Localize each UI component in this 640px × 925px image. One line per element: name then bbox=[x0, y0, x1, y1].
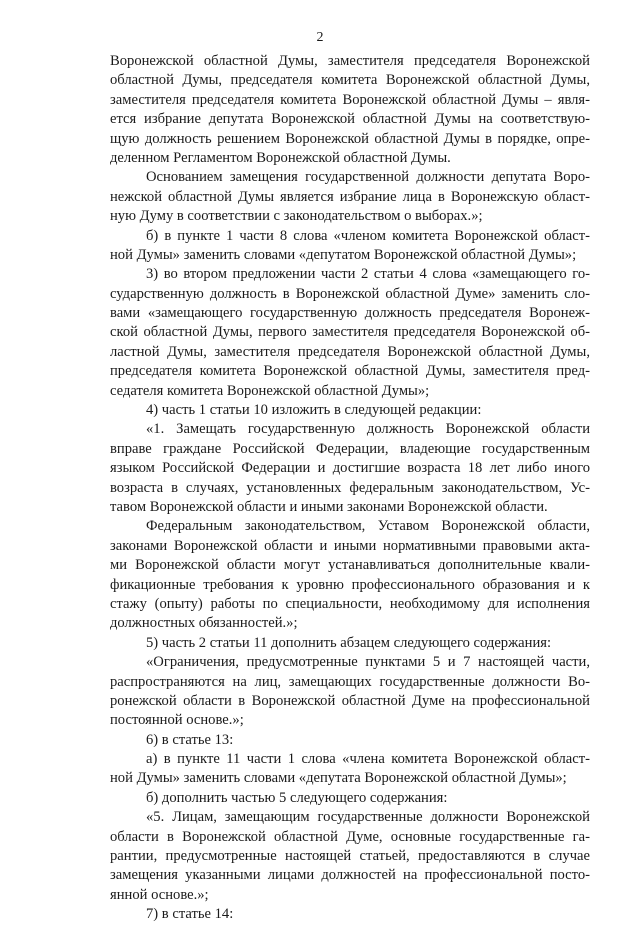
text-line: ластной Думы, заместителя председателя Воронежской областной Думы, bbox=[110, 343, 590, 360]
paragraph bbox=[110, 789, 590, 808]
text-line: седателя комитета Воронежской областной Думы»; bbox=[110, 382, 430, 399]
page-number: 2 bbox=[316, 30, 324, 45]
text-line: распространяются на лиц, замещающих государственные должности Во- bbox=[110, 673, 590, 690]
paragraph bbox=[110, 401, 590, 420]
text-line: области в Воронежской областной Думе, основные государственные га- bbox=[110, 828, 590, 845]
paragraph bbox=[110, 420, 590, 517]
text-line: должностных обязанностей.»; bbox=[110, 615, 298, 632]
text-line: языком Российской Федерации и достигшие возраста 18 лет либо иного bbox=[110, 460, 590, 477]
text-line: ной Думы» заменить словами «депутата Воронежской областной Думы»; bbox=[110, 770, 567, 787]
text-line: тавом Воронежской области и иными законами Воронежской области. bbox=[110, 498, 548, 515]
text-line: ской областной Думы, первого заместителя председателя Воронежской об- bbox=[110, 324, 590, 341]
text-line: вправе граждане Российской Федерации, владеющие государственным bbox=[110, 440, 590, 457]
paragraph bbox=[110, 750, 590, 789]
text-line: рантии, предусмотренные настоящей статьей, предоставляются в случае bbox=[110, 848, 590, 865]
text-line: ной Думы» заменить словами «депутатом Воронежской областной Думы»; bbox=[110, 246, 577, 263]
text-line: стажу (опыту) работы по специальности, необходимому для исполнения bbox=[110, 595, 590, 612]
text-line: «Ограничения, предусмотренные пунктами 5 и 7 настоящей части, bbox=[146, 654, 590, 671]
text-line: ронежской области в Воронежской областной Думе на профессиональной bbox=[110, 692, 590, 709]
text-line: законами Воронежской области и иными нормативными правовыми акта- bbox=[110, 537, 590, 554]
text-line: возраста в случаях, установленных федеральным законодательством, Ус- bbox=[110, 479, 590, 496]
text-line: Основанием замещения государственной должности депутата Воро- bbox=[146, 169, 590, 186]
paragraph bbox=[110, 52, 590, 168]
text-line: сударственную должность в Воронежской областной Думе» заменить сло- bbox=[110, 285, 590, 302]
paragraph bbox=[110, 265, 590, 401]
text-line: 3) во втором предложении части 2 статьи 4 слова «замещающего го- bbox=[146, 266, 590, 283]
text-line: б) дополнить частью 5 следующего содержания: bbox=[146, 789, 448, 806]
paragraph bbox=[110, 905, 590, 924]
text-line: Федеральным законодательством, Уставом Воронежской области, bbox=[146, 518, 590, 535]
text-line: заместителя председателя комитета Воронежской областной Думы – явля- bbox=[110, 91, 590, 108]
text-line: б) в пункте 1 части 8 слова «членом комитета Воронежской област- bbox=[146, 227, 590, 244]
text-line: ми Воронежской области могут устанавливаться дополнительные квали- bbox=[110, 557, 590, 574]
text-line: янной основе.»; bbox=[110, 886, 209, 903]
paragraph bbox=[110, 808, 590, 905]
text-line: областной Думы, председателя комитета Воронежской областной Думы, bbox=[110, 72, 590, 89]
paragraph bbox=[110, 168, 590, 226]
paragraph bbox=[110, 517, 590, 633]
text-line: постоянной основе.»; bbox=[110, 712, 244, 729]
paragraph bbox=[110, 653, 590, 731]
document-body bbox=[110, 52, 590, 925]
text-line: замещения указанными лицами должностей на профессиональной посто- bbox=[110, 867, 590, 884]
text-line: председателя комитета Воронежской областной Думы, заместителя пред- bbox=[110, 363, 590, 380]
text-line: 7) в статье 14: bbox=[146, 906, 234, 923]
text-line: ную Думу в соответствии с законодательством о выборах.»; bbox=[110, 208, 483, 225]
text-line: нежской областной Думы является избрание лица в Воронежскую област- bbox=[110, 188, 590, 205]
text-line: вами «замещающего государственную должность председателя Воронеж- bbox=[110, 305, 590, 322]
text-line: Воронежской областной Думы, заместителя председателя Воронежской bbox=[110, 53, 590, 69]
paragraph bbox=[110, 731, 590, 750]
text-line: ется избрание депутата Воронежской областной Думы на соответствую- bbox=[110, 111, 590, 128]
text-line: а) в пункте 11 части 1 слова «члена комитета Воронежской област- bbox=[146, 751, 590, 768]
text-line: щую должность решением Воронежской областной Думы в порядке, опре- bbox=[110, 130, 590, 147]
text-line: «1. Замещать государственную должность Воронежской области bbox=[146, 421, 590, 438]
text-line: «5. Лицам, замещающим государственные должности Воронежской bbox=[146, 809, 590, 826]
text-line: 5) часть 2 статьи 11 дополнить абзацем следующего содержания: bbox=[146, 634, 552, 651]
text-line: деленном Регламентом Воронежской областной Думы. bbox=[110, 149, 451, 166]
text-line: 4) часть 1 статьи 10 изложить в следующей редакции: bbox=[146, 402, 482, 419]
text-line: 6) в статье 13: bbox=[146, 731, 234, 748]
paragraph bbox=[110, 227, 590, 266]
paragraph bbox=[110, 634, 590, 653]
text-line: фикационные требования к уровню профессионального образования и к bbox=[110, 576, 590, 593]
